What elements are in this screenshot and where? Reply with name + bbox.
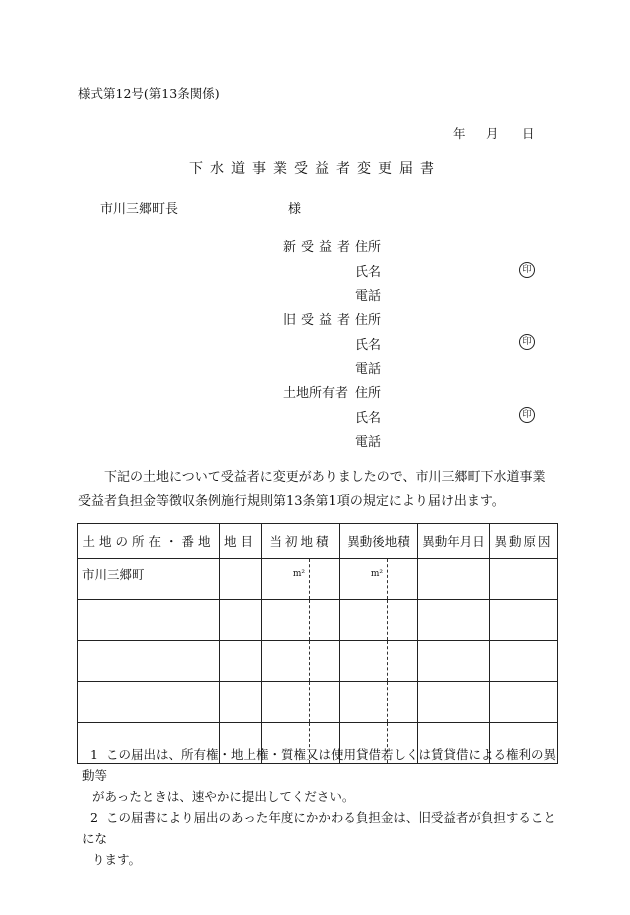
old-beneficiary-phone-label: 電話: [355, 362, 382, 377]
new-beneficiary-name-label: 氏名: [355, 265, 382, 280]
cell-location[interactable]: [78, 682, 220, 723]
cell-land-category[interactable]: [220, 682, 262, 723]
notes: [82, 744, 562, 870]
old-beneficiary-address-label: 住所: [355, 313, 382, 328]
landowner-name-label: 氏名: [355, 411, 382, 426]
old-beneficiary-label: 旧受益者: [283, 313, 356, 328]
note-item: [82, 744, 562, 807]
cell-changed-area[interactable]: [340, 641, 388, 682]
cell-changed-area[interactable]: [340, 600, 388, 641]
body-text: 下記の土地について受益者に変更がありましたので、市川三郷町下水道事業受益者負担金等徴収条例施行規則第13条第1項の規定により届け出ます。: [78, 470, 546, 509]
cell-changed-area[interactable]: [340, 559, 388, 600]
header-original-area: 当初地積: [262, 524, 340, 559]
unit-m2: m²: [292, 569, 305, 579]
cell-land-category[interactable]: [220, 559, 262, 600]
new-beneficiary-address-label: 住所: [355, 240, 382, 255]
addressee: 市川三郷町長: [100, 202, 179, 217]
cell-change-reason[interactable]: [490, 600, 558, 641]
cell-location[interactable]: [78, 600, 220, 641]
cell-change-date[interactable]: [418, 559, 490, 600]
cell-original-area[interactable]: [262, 641, 310, 682]
old-beneficiary-seal: 印: [519, 334, 535, 350]
landowner-label: 土地所有者: [283, 386, 349, 401]
cell-original-area-decimal[interactable]: [310, 641, 340, 682]
table-header-row: [78, 524, 558, 559]
land-table: [77, 523, 558, 764]
cell-land-category[interactable]: [220, 600, 262, 641]
cell-changed-area-decimal[interactable]: [388, 641, 418, 682]
header-location: 土地の所在・番地: [78, 524, 220, 559]
cell-changed-area-decimal[interactable]: [388, 600, 418, 641]
cell-change-date[interactable]: [418, 600, 490, 641]
date-year-label: 年: [453, 126, 466, 141]
table-row: [78, 682, 558, 723]
honorific: 様: [288, 202, 302, 217]
note-text-continued: ります。: [92, 852, 142, 867]
note-number: 2: [90, 810, 98, 825]
landowner-address-label: 住所: [355, 386, 382, 401]
cell-change-date[interactable]: [418, 682, 490, 723]
note-item: [82, 807, 562, 870]
cell-original-area[interactable]: [262, 682, 310, 723]
landowner-phone-label: 電話: [355, 435, 382, 450]
document-title: 下水道事業受益者変更届書: [189, 161, 441, 177]
date-day-label: 日: [522, 126, 535, 141]
cell-land-category[interactable]: [220, 641, 262, 682]
note-text-continued: があったときは、速やかに提出してください。: [92, 789, 355, 804]
table-row: [78, 641, 558, 682]
note-number: 1: [90, 747, 98, 762]
new-beneficiary-phone-label: 電話: [355, 289, 382, 304]
cell-change-reason[interactable]: [490, 559, 558, 600]
header-change-date: 異動年月日: [418, 524, 490, 559]
cell-original-area[interactable]: [262, 600, 310, 641]
cell-changed-area-decimal[interactable]: [388, 559, 418, 600]
header-change-reason: 異動原因: [490, 524, 558, 559]
cell-change-date[interactable]: [418, 641, 490, 682]
new-beneficiary-label: 新受益者: [283, 240, 356, 255]
cell-change-reason[interactable]: [490, 682, 558, 723]
unit-m2: m²: [370, 569, 384, 579]
header-land-category: 地目: [220, 524, 262, 559]
header-changed-area: 異動後地積: [340, 524, 418, 559]
new-beneficiary-seal: 印: [519, 262, 535, 278]
cell-location[interactable]: [78, 641, 220, 682]
table-row: [78, 600, 558, 641]
date-month-label: 月: [486, 126, 499, 141]
cell-original-area-decimal[interactable]: [310, 559, 340, 600]
cell-change-reason[interactable]: [490, 641, 558, 682]
form-number: 様式第12号(第13条関係): [78, 86, 220, 101]
cell-original-area[interactable]: [262, 559, 310, 600]
note-text: この届書により届出のあった年度にかかわる負担金は、旧受益者が負担することにな: [82, 810, 556, 846]
table-row: [78, 559, 558, 600]
cell-location[interactable]: 市川三郷町: [78, 559, 220, 600]
note-text: この届出は、所有権・地上権・質権又は使用貸借若しくは賃貸借による権利の異動等: [82, 747, 557, 783]
landowner-seal: 印: [519, 407, 535, 423]
cell-changed-area[interactable]: [340, 682, 388, 723]
cell-original-area-decimal[interactable]: [310, 600, 340, 641]
old-beneficiary-name-label: 氏名: [355, 338, 382, 353]
cell-changed-area-decimal[interactable]: [388, 682, 418, 723]
cell-original-area-decimal[interactable]: [310, 682, 340, 723]
